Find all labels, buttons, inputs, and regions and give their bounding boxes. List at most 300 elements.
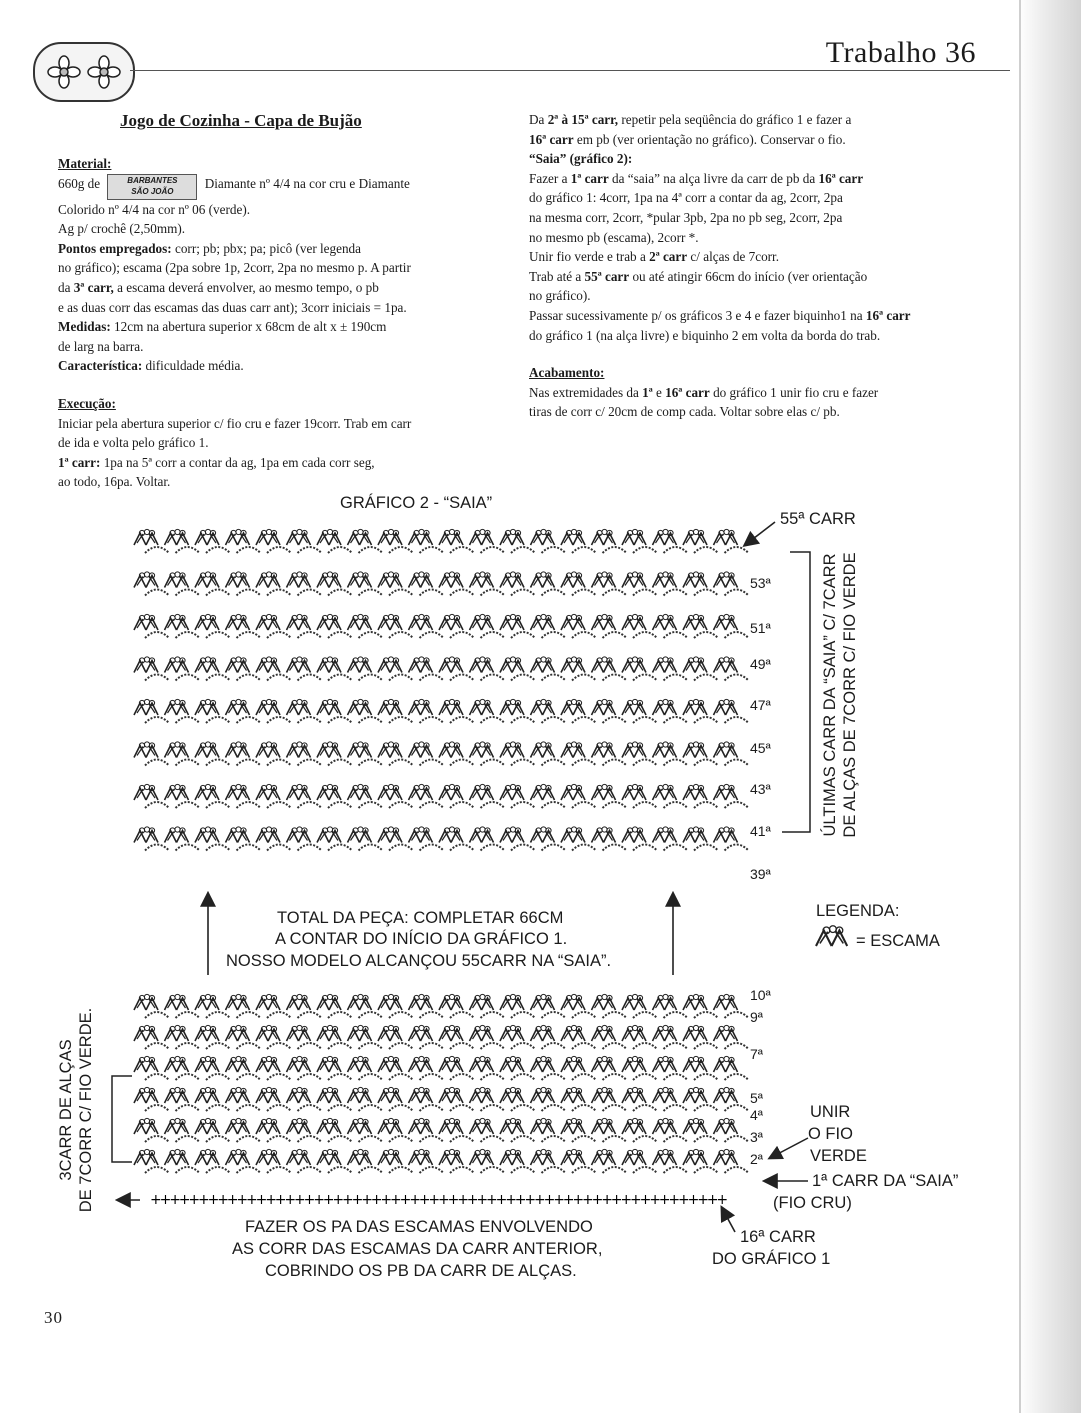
escama-stitch (561, 742, 585, 758)
chain-loop (420, 590, 444, 596)
escama-stitch (500, 529, 524, 545)
escama-stitch (683, 657, 707, 673)
chain-loop (725, 1136, 749, 1142)
escama-stitch (226, 572, 250, 588)
total-line-3: NOSSO MODELO ALCANÇOU 55CARR NA “SAIA”. (226, 952, 612, 970)
material-line-3: Ag p/ crochê (2,50mm). (58, 221, 186, 237)
escama-stitch (500, 994, 524, 1010)
chain-loop (267, 717, 291, 723)
escama-stitch (378, 572, 402, 588)
chain-loop (420, 547, 444, 553)
escama-stitch (531, 784, 555, 800)
escama-stitch (287, 1149, 311, 1165)
chain-loop (389, 547, 413, 553)
escama-stitch (409, 1087, 433, 1103)
escama-stitch (287, 614, 311, 630)
chain-loop (542, 1012, 566, 1018)
escama-stitch (470, 1087, 494, 1103)
escama-stitch (409, 1118, 433, 1134)
escama-stitch (378, 1149, 402, 1165)
escama-stitch (195, 1025, 219, 1041)
escama-stitch (561, 699, 585, 715)
stitch-row (134, 1056, 749, 1080)
escama-stitch (683, 1087, 707, 1103)
chain-loop (267, 1043, 291, 1049)
pb-stitch: + (620, 1192, 633, 1208)
pb-stitch: + (399, 1192, 412, 1208)
escama-stitch (653, 1087, 677, 1103)
escama-stitch (348, 572, 372, 588)
escama-stitch (256, 572, 280, 588)
chain-loop (664, 1074, 688, 1080)
chain-loop (633, 1012, 657, 1018)
pb-stitch: + (486, 1192, 498, 1208)
escama-stitch (317, 994, 341, 1010)
escama-stitch (165, 1087, 189, 1103)
chain-loop (145, 1105, 169, 1111)
chain-loop (267, 1012, 291, 1018)
escama-stitch (714, 994, 738, 1010)
escama-stitch (531, 614, 555, 630)
escama-stitch (561, 572, 585, 588)
chain-loop (298, 590, 322, 596)
chain-loop (176, 802, 200, 808)
escama-stitch (592, 742, 616, 758)
escama-stitch (226, 657, 250, 673)
chain-loop (633, 590, 657, 596)
escama-stitch (592, 1149, 616, 1165)
chain-loop (267, 1136, 291, 1142)
pontos-line-4: e as duas corr das escamas das duas carr ant); 3corr iniciais = 1pa. (58, 299, 407, 315)
pb-stitch: + (217, 1192, 229, 1208)
escama-stitch (622, 742, 646, 758)
chain-loop (145, 1043, 169, 1049)
unir-line-2: O FIO (808, 1125, 853, 1143)
chain-loop (206, 845, 230, 851)
escama-stitch (348, 742, 372, 758)
chain-loop (206, 1074, 230, 1080)
escama-stitch (592, 1025, 616, 1041)
vertical-upper-text: ÚLTIMAS CARR DA “SAIA” C/ 7CARR DE ALÇAS DE 7CORR C/ FIO VERDE (821, 552, 859, 838)
chain-loop (511, 760, 535, 766)
chain-loop (359, 1043, 383, 1049)
chain-loop (237, 1074, 261, 1080)
chain-loop (328, 1012, 352, 1018)
chain-loop (206, 717, 230, 723)
r9a: Trab até a (529, 268, 582, 284)
chain-loop (145, 632, 169, 638)
chain-loop (542, 1136, 566, 1142)
chain-loop (389, 845, 413, 851)
escama-stitch (226, 784, 250, 800)
stitch-row (134, 1087, 749, 1111)
escama-stitch (531, 657, 555, 673)
escama-stitch (531, 827, 555, 843)
row-number-label: 45ª (750, 740, 771, 756)
pb-stitch: + (591, 1192, 604, 1208)
escama-stitch (714, 1118, 738, 1134)
escama-stitch (653, 994, 677, 1010)
escama-stitch (348, 1118, 372, 1134)
escama-stitch (134, 1025, 158, 1041)
material-heading: Material: (58, 156, 112, 171)
escama-stitch (439, 1056, 463, 1072)
chain-loop (267, 1074, 291, 1080)
escama-stitch (378, 784, 402, 800)
pontos-line-3b: 3ª carr, (73, 279, 114, 295)
escama-stitch (531, 1118, 555, 1134)
bracket-upper (782, 552, 810, 832)
escama-stitch (653, 1149, 677, 1165)
chain-loop (389, 802, 413, 808)
escama-stitch (714, 1025, 738, 1041)
escama-stitch (622, 529, 646, 545)
chain-loop (237, 1043, 261, 1049)
chain-loop (420, 1074, 444, 1080)
chain-loop (420, 845, 444, 851)
chain-loop (481, 802, 505, 808)
chain-loop (664, 1012, 688, 1018)
pb-stitch: + (514, 1192, 527, 1208)
escama-stitch (714, 827, 738, 843)
escama-stitch (378, 1025, 402, 1041)
chain-loop (511, 1136, 535, 1142)
chain-loop (328, 547, 352, 553)
escama-stitch (378, 614, 402, 630)
escama-stitch (195, 1087, 219, 1103)
chain-loop (572, 1105, 596, 1111)
r5: do gráfico 1: 4corr, 1pa na 4ª corr a contar da ag, 2corr, 2pa (529, 190, 843, 206)
chain-loop (450, 845, 474, 851)
escama-stitch (226, 614, 250, 630)
escama-stitch (165, 572, 189, 588)
chain-loop (237, 590, 261, 596)
pb-stitch: + (342, 1192, 354, 1208)
stitch-row (134, 1118, 749, 1142)
chain-loop (511, 632, 535, 638)
escama-stitch (226, 529, 250, 545)
pb-stitch: + (351, 1192, 364, 1208)
chain-loop (206, 632, 230, 638)
pb-stitch: + (284, 1192, 297, 1208)
escama-stitch (439, 994, 463, 1010)
chain-loop (633, 717, 657, 723)
pb-stitch: + (668, 1192, 681, 1208)
r4c: da “saia” na alça livre da carr de pb da (612, 170, 816, 186)
chain-loop (328, 1136, 352, 1142)
escama-stitch (714, 572, 738, 588)
escama-stitch (317, 1056, 341, 1072)
pb-stitch: + (697, 1192, 709, 1208)
pb-stitch: + (572, 1192, 585, 1208)
escama-stitch (348, 699, 372, 715)
escama-stitch (317, 699, 341, 715)
chain-loop (389, 1043, 413, 1049)
escama-stitch (653, 827, 677, 843)
chain-loop (603, 547, 627, 553)
chain-loop (267, 845, 291, 851)
escama-stitch (439, 657, 463, 673)
arrow-unir (770, 1138, 808, 1158)
escama-stitch (470, 614, 494, 630)
chain-loop (664, 1136, 688, 1142)
chain-loop (725, 1043, 749, 1049)
chain-loop (725, 760, 749, 766)
brand-top: BARBANTES (127, 175, 178, 185)
pontos-line-2: no gráfico); escama (2pa sobre 1p, 2corr, 2pa no mesmo p. A partir (58, 260, 411, 276)
r1c: repetir pela seqüência do gráfico 1 e fazer a (621, 112, 852, 127)
stitch-row (134, 784, 749, 808)
first-row-line-2: (FIO CRU) (773, 1194, 852, 1212)
escama-stitch (195, 784, 219, 800)
escama-stitch (226, 1149, 250, 1165)
escama-stitch (714, 614, 738, 630)
chain-loop (420, 675, 444, 681)
chain-loop (145, 1136, 169, 1142)
chain-loop (450, 590, 474, 596)
chain-loop (237, 675, 261, 681)
pb-stitch: + (610, 1192, 623, 1208)
chain-loop (725, 1012, 749, 1018)
escama-stitch (409, 657, 433, 673)
chain-loop (389, 1074, 413, 1080)
chain-loop (694, 1012, 718, 1018)
escama-stitch (409, 572, 433, 588)
escama-stitch (470, 529, 494, 545)
chain-loop (725, 675, 749, 681)
escama-stitch (287, 1056, 311, 1072)
chain-loop (481, 1105, 505, 1111)
chain-loop (603, 1043, 627, 1049)
escama-stitch (409, 529, 433, 545)
escama-stitch (592, 994, 616, 1010)
chain-loop (389, 590, 413, 596)
escama-stitch (470, 994, 494, 1010)
vertical-label-lower (56, 990, 96, 1230)
escama-stitch (683, 699, 707, 715)
chain-loop (389, 632, 413, 638)
chain-loop (420, 1043, 444, 1049)
chain-loop (572, 1012, 596, 1018)
escama-stitch (683, 1056, 707, 1072)
escama-stitch (592, 614, 616, 630)
pb-stitch: + (649, 1192, 661, 1208)
bottom-note-2: AS CORR DAS ESCAMAS DA CARR ANTERIOR, (232, 1240, 603, 1258)
escama-stitch (195, 827, 219, 843)
escama-stitch (287, 1087, 311, 1103)
escama-stitch (592, 657, 616, 673)
escama-stitch (195, 572, 219, 588)
r8c: c/ alças de 7corr. (690, 249, 780, 265)
row-number-label: 2ª (750, 1151, 763, 1167)
chain-loop (511, 845, 535, 851)
escama-stitch (195, 657, 219, 673)
chain-loop (450, 1167, 474, 1173)
escama-stitch (439, 572, 463, 588)
chain-loop (542, 1105, 566, 1111)
a1e: do gráfico 1 unir fio cru e fazer (713, 384, 879, 400)
escama-stitch (195, 699, 219, 715)
chain-loop (542, 760, 566, 766)
chain-loop (603, 632, 627, 638)
row-number-label: 4ª (750, 1107, 763, 1123)
escama-stitch (287, 994, 311, 1010)
escama-stitch (622, 994, 646, 1010)
vertical-label-upper (820, 530, 860, 860)
chain-loop (511, 1043, 535, 1049)
chain-loop (481, 717, 505, 723)
pb-stitch: + (476, 1192, 489, 1208)
escama-stitch (378, 699, 402, 715)
escama-stitch (195, 1149, 219, 1165)
escama-stitch (256, 784, 280, 800)
escama-stitch (317, 614, 341, 630)
chain-loop (725, 590, 749, 596)
medidas-line-2: de larg na barra. (58, 338, 144, 354)
escama-stitch (714, 784, 738, 800)
chain-loop (633, 632, 657, 638)
chain-loop (359, 1074, 383, 1080)
chain-loop (267, 802, 291, 808)
chain-loop (511, 802, 535, 808)
pb-stitch: + (188, 1192, 201, 1208)
chain-loop (664, 802, 688, 808)
chain-loop (145, 760, 169, 766)
escama-stitch (561, 529, 585, 545)
escama-stitch (287, 699, 311, 715)
pb-stitch: + (601, 1192, 613, 1208)
chain-loop (603, 1167, 627, 1173)
pb-stitch: + (466, 1192, 479, 1208)
vertical-lower-text: 3CARR DE ALÇAS DE 7CORR C/ FIO VERDE. (57, 1007, 95, 1213)
pb-stitch: + (428, 1192, 441, 1208)
escama-stitch (317, 657, 341, 673)
pb-stitch: + (322, 1192, 335, 1208)
escama-stitch (714, 1056, 738, 1072)
escama-stitch (256, 529, 280, 545)
escama-stitch (256, 614, 280, 630)
chain-loop (176, 1074, 200, 1080)
chain-loop (603, 1105, 627, 1111)
chain-loop (542, 1074, 566, 1080)
chain-loop (237, 1136, 261, 1142)
escama-stitch (256, 1118, 280, 1134)
r4a: Fazer a (529, 170, 568, 186)
sixteenth-line-1: 16ª CARR (740, 1228, 816, 1246)
escama-stitch (683, 994, 707, 1010)
escama-stitch (165, 994, 189, 1010)
r9c: ou até atingir 66cm do início (ver orientação (632, 268, 868, 284)
escama-stitch (683, 742, 707, 758)
chain-loop (603, 760, 627, 766)
pb-stitch: + (246, 1192, 258, 1208)
escama-stitch (134, 827, 158, 843)
chain-loop (694, 547, 718, 553)
chain-loop (298, 760, 322, 766)
escama-stitch (439, 742, 463, 758)
escama-stitch (409, 614, 433, 630)
escama-stitch (683, 614, 707, 630)
chain-loop (664, 845, 688, 851)
chain-loop (603, 1012, 627, 1018)
chain-loop (603, 717, 627, 723)
chain-loop (511, 590, 535, 596)
escama-stitch (653, 529, 677, 545)
acab-heading: Acabamento: (529, 365, 605, 381)
chain-loop (542, 1043, 566, 1049)
chain-loop (206, 547, 230, 553)
pb-stitch: + (159, 1192, 172, 1208)
chain-loop (572, 1167, 596, 1173)
flower-icon (87, 55, 121, 89)
chain-loop (420, 1167, 444, 1173)
chain-loop (694, 1105, 718, 1111)
row-number-label: 39ª (750, 866, 771, 882)
bracket-lower (112, 1076, 132, 1162)
chain-loop (542, 675, 566, 681)
chain-loop (572, 1136, 596, 1142)
arrow-55 (745, 522, 775, 545)
row-number-label: 51ª (750, 620, 771, 636)
chain-loop (603, 590, 627, 596)
first-row-line-1: 1ª CARR DA “SAIA” (812, 1172, 959, 1190)
escama-stitch (226, 827, 250, 843)
escama-stitch (470, 742, 494, 758)
pb-stitch: + (639, 1192, 652, 1208)
escama-stitch (165, 1149, 189, 1165)
escama-stitch (531, 1149, 555, 1165)
legend-text: = ESCAMA (856, 932, 940, 950)
escama-stitch (561, 994, 585, 1010)
chain-loop (542, 632, 566, 638)
page-edge-shadow (1019, 0, 1081, 1413)
escama-stitch (409, 994, 433, 1010)
escama-stitch (317, 1087, 341, 1103)
escama-stitch (409, 784, 433, 800)
chain-loop (176, 675, 200, 681)
chain-loop (176, 845, 200, 851)
chain-loop (176, 1105, 200, 1111)
escama-stitch (226, 994, 250, 1010)
escama-stitch (653, 784, 677, 800)
escama-stitch (256, 1149, 280, 1165)
pb-stitch: + (438, 1192, 450, 1208)
escama-stitch (531, 1025, 555, 1041)
escama-stitch (409, 827, 433, 843)
label-55-carr: 55ª CARR (780, 510, 856, 528)
escama-stitch (348, 1025, 372, 1041)
escama-stitch (653, 1025, 677, 1041)
chain-loop (664, 1043, 688, 1049)
chain-loop (420, 632, 444, 638)
r12: do gráfico 1 (na alça livre) e biquinho 2 em volta da borda do trab. (529, 327, 881, 343)
saia-heading: “Saia” (gráfico 2): (529, 151, 633, 167)
r4b: 1ª carr (570, 170, 609, 186)
pb-stitch: + (198, 1192, 210, 1208)
row-number-label: 47ª (750, 697, 771, 713)
escama-stitch (561, 1056, 585, 1072)
chain-loop (389, 1167, 413, 1173)
brand-bottom: SÃO JOÃO (131, 186, 174, 196)
chain-loop (481, 845, 505, 851)
header-rule (130, 70, 1010, 71)
unir-line-1: UNIR (810, 1103, 851, 1121)
escama-stitch (378, 1056, 402, 1072)
escama-stitch (500, 1025, 524, 1041)
escama-stitch (470, 1118, 494, 1134)
chain-loop (328, 845, 352, 851)
chain-loop (450, 760, 474, 766)
